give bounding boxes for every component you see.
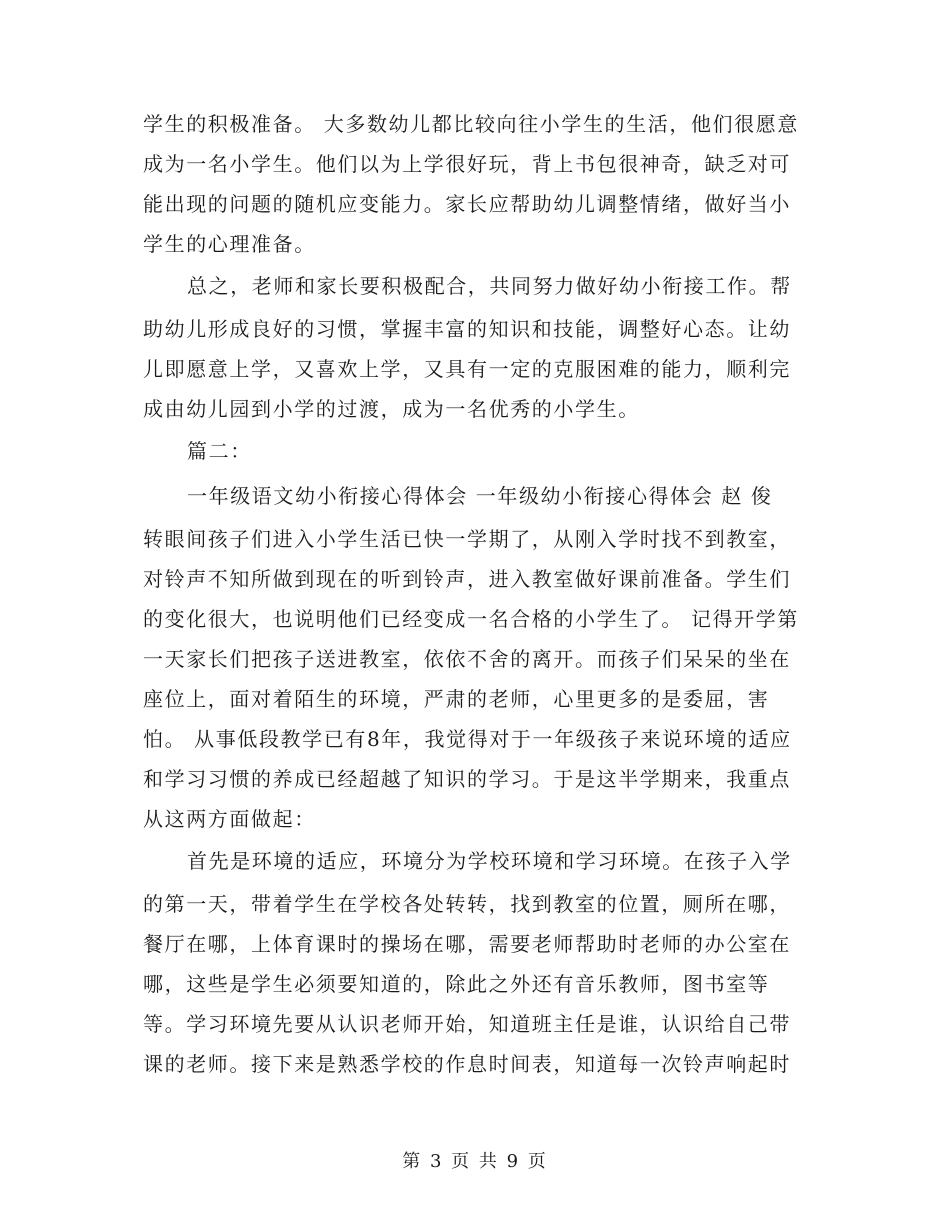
text-line: 学生的心理准备。 xyxy=(143,232,316,256)
text-line: 的第一天，带着学生在学校各处转转，找到教室的位置，厕所在哪， xyxy=(143,892,791,916)
text-line: 首先是环境的适应，环境分为学校环境和学习环境。在孩子入学 xyxy=(187,849,792,873)
text-line: 一年级语文幼小衔接心得体会 一年级幼小衔接心得体会 赵 俊 xyxy=(187,484,773,508)
text-line: 座位上，面对着陌生的环境，严肃的老师，心里更多的是委屈，害 xyxy=(143,687,770,711)
text-line: 对铃声不知所做到现在的听到铃声，进入教室做好课前准备。学生们 xyxy=(143,567,791,591)
text-line: 等。学习环境先要从认识老师开始，知道班主任是谁，认识给自己带 xyxy=(143,1012,791,1036)
text-line: 儿即愿意上学，又喜欢上学，又具有一定的克服困难的能力，顺利完 xyxy=(143,357,791,381)
text-line: 从这两方面做起： xyxy=(143,807,316,831)
text-line: 怕。 从事低段教学已有8年，我觉得对于一年级孩子来说环境的适应 xyxy=(143,727,792,751)
text-line: 和学习习惯的养成已经超越了知识的学习。于是这半学期来，我重点 xyxy=(143,767,791,791)
text-line: 能出现的问题的随机应变能力。家长应帮助幼儿调整情绪，做好当小 xyxy=(143,192,791,216)
text-line: 一天家长们把孩子送进教室，依依不舍的离开。而孩子们呆呆的坐在 xyxy=(143,647,791,671)
text-line: 学生的积极准备。 大多数幼儿都比较向往小学生的生活，他们很愿意 xyxy=(143,112,799,136)
text-line: 的变化很大，也说明他们已经变成一名合格的小学生了。 记得开学第 xyxy=(143,607,799,631)
text-line: 成为一名小学生。他们以为上学很好玩，背上书包很神奇，缺乏对可 xyxy=(143,152,791,176)
text-line: 总之，老师和家长要积极配合，共同努力做好幼小衔接工作。帮 xyxy=(187,274,792,298)
page-number-footer: 第 3 页 共 9 页 xyxy=(402,1151,548,1172)
text-line: 餐厅在哪，上体育课时的操场在哪，需要老师帮助时老师的办公室在 xyxy=(143,932,791,956)
text-line: 助幼儿形成良好的习惯，掌握丰富的知识和技能，调整好心态。让幼 xyxy=(143,317,791,341)
text-line: 课的老师。接下来是熟悉学校的作息时间表，知道每一次铃声响起时 xyxy=(143,1052,791,1076)
document-body xyxy=(143,104,808,1084)
section-heading: 篇二： xyxy=(187,439,252,463)
text-line: 转眼间孩子们进入小学生活已快一学期了，从刚入学时找不到教室， xyxy=(143,527,791,551)
text-line: 成由幼儿园到小学的过渡，成为一名优秀的小学生。 xyxy=(143,397,640,421)
text-line: 哪，这些是学生必须要知道的，除此之外还有音乐教师，图书室等 xyxy=(143,972,770,996)
